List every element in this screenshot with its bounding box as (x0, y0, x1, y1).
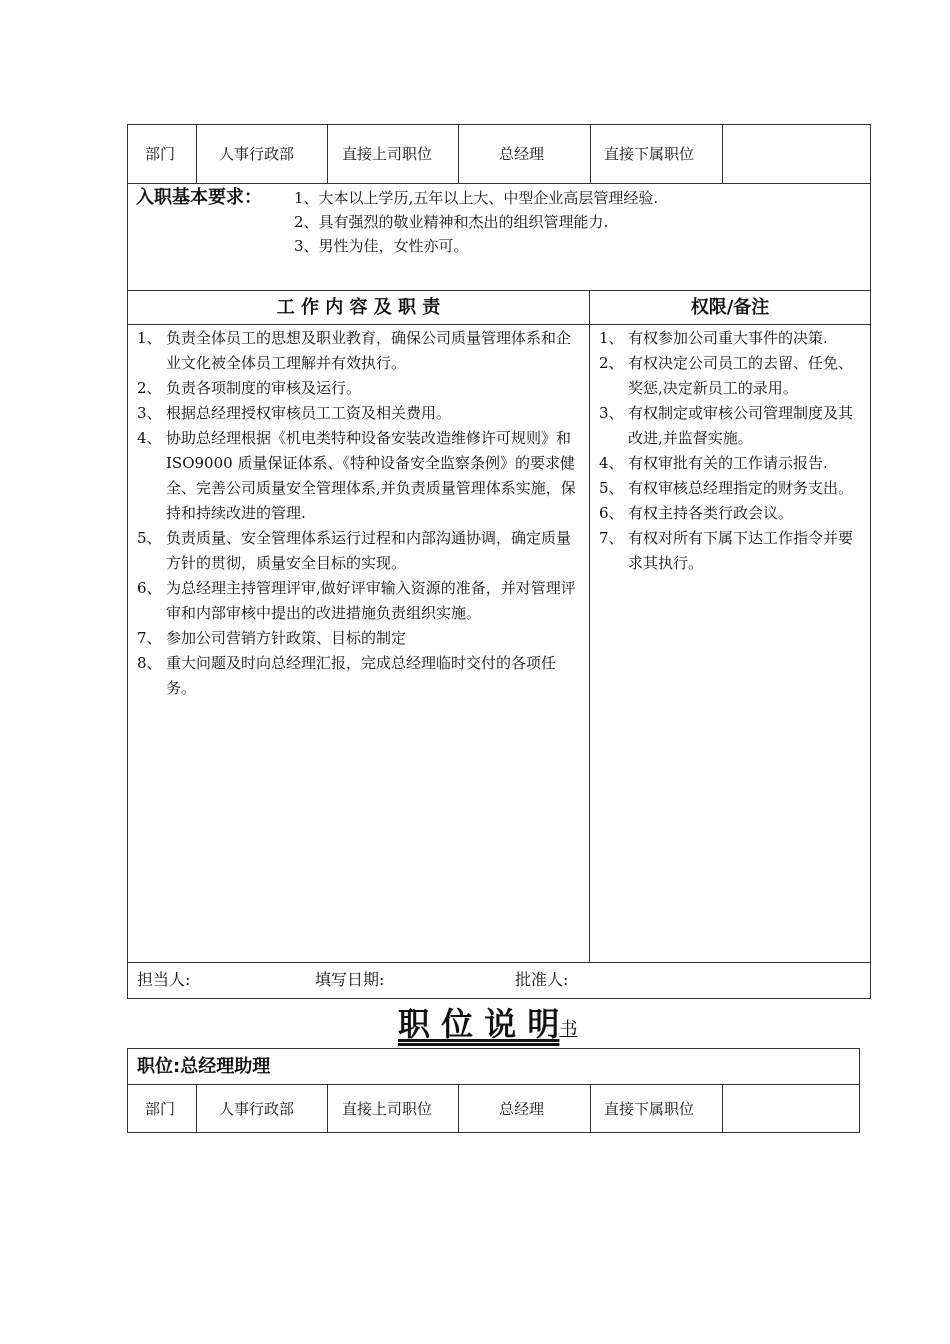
requirement-item: 2、具有强烈的敬业精神和杰出的组织管理能力. (294, 213, 609, 231)
document-title (398, 1002, 577, 1048)
dept-value: 人事行政部 (219, 1100, 295, 1118)
authority-header: 权限/备注 (690, 297, 770, 318)
list-item: 3、 根据总经理授权审核员工工资及相关费用。 (137, 404, 452, 422)
list-item: 4、 协助总经理根据《机电类特种设备安装改造维修许可规则》和 ISO9000 质量保证体系、《特种设备安全监察条例》的要求健全、完善公司质量安全管理体系,并负责质量管理体系实施，保持和持续改进的管理. (137, 429, 576, 522)
dept-value: 人事行政部 (219, 145, 295, 163)
requirement-item: 1、大本以上学历,五年以上大、中型企业高层管理经验. (294, 189, 659, 207)
list-item: 7、 参加公司营销方针政策、目标的制定 (137, 629, 407, 647)
list-item: 8、 重大问题及时向总经理汇报，完成总经理临时交付的各项任务。 (137, 654, 557, 697)
list-item: 6、 为总经理主持管理评审,做好评审输入资源的准备，并对管理评审和内部审核中提出的改进措施负责组织实施。 (137, 579, 576, 622)
list-item: 3、 有权制定或审核公司管理制度及其改进,并监督实施。 (599, 404, 854, 447)
list-item: 4、 有权审批有关的工作请示报告. (599, 454, 828, 472)
duties-list (137, 326, 582, 701)
list-item: 6、 有权主持各类行政会议。 (599, 504, 794, 522)
list-item: 7、 有权对所有下属下达工作指令并要求其执行。 (599, 529, 854, 572)
list-item: 2、 有权决定公司员工的去留、任免、奖惩,决定新员工的录用。 (599, 354, 854, 397)
subordinate-label: 直接下属职位 (604, 145, 695, 163)
list-item: 5、 负责质量、安全管理体系运行过程和内部沟通协调，确定质量方针的贯彻，质量安全目标的实现。 (137, 529, 572, 572)
list-item: 1、 有权参加公司重大事件的决策. (599, 329, 828, 347)
supervisor-value: 总经理 (499, 1100, 545, 1118)
subordinate-label: 直接下属职位 (604, 1100, 695, 1118)
list-item: 2、 负责各项制度的审核及运行。 (137, 379, 362, 397)
supervisor-value: 总经理 (499, 145, 545, 163)
requirement-item: 3、男性为佳，女性亦可。 (294, 237, 469, 255)
supervisor-label: 直接上司职位 (342, 145, 433, 163)
supervisor-label: 直接上司职位 (342, 1100, 433, 1118)
position-title: 职位:总经理助理 (137, 1056, 271, 1077)
requirements-label: 入职基本要求： (136, 187, 262, 208)
owner-label: 担当人: (137, 970, 191, 989)
dept-label: 部门 (145, 1100, 176, 1118)
authority-list (599, 326, 864, 576)
dept-label: 部门 (145, 145, 176, 163)
approver-label: 批准人: (515, 970, 569, 989)
list-item: 5、 有权审核总经理指定的财务支出。 (599, 479, 854, 497)
title-suffix: 书 (559, 1019, 578, 1040)
duties-header: 工 作 内 容 及 职 责 (276, 297, 441, 318)
date-label: 填写日期: (315, 970, 385, 989)
list-item: 1、 负责全体员工的思想及职业教育，确保公司质量管理体系和企业文化被全体员工理解并有效执行。 (137, 329, 572, 372)
title-main: 职 位 说 明 (398, 1005, 560, 1043)
